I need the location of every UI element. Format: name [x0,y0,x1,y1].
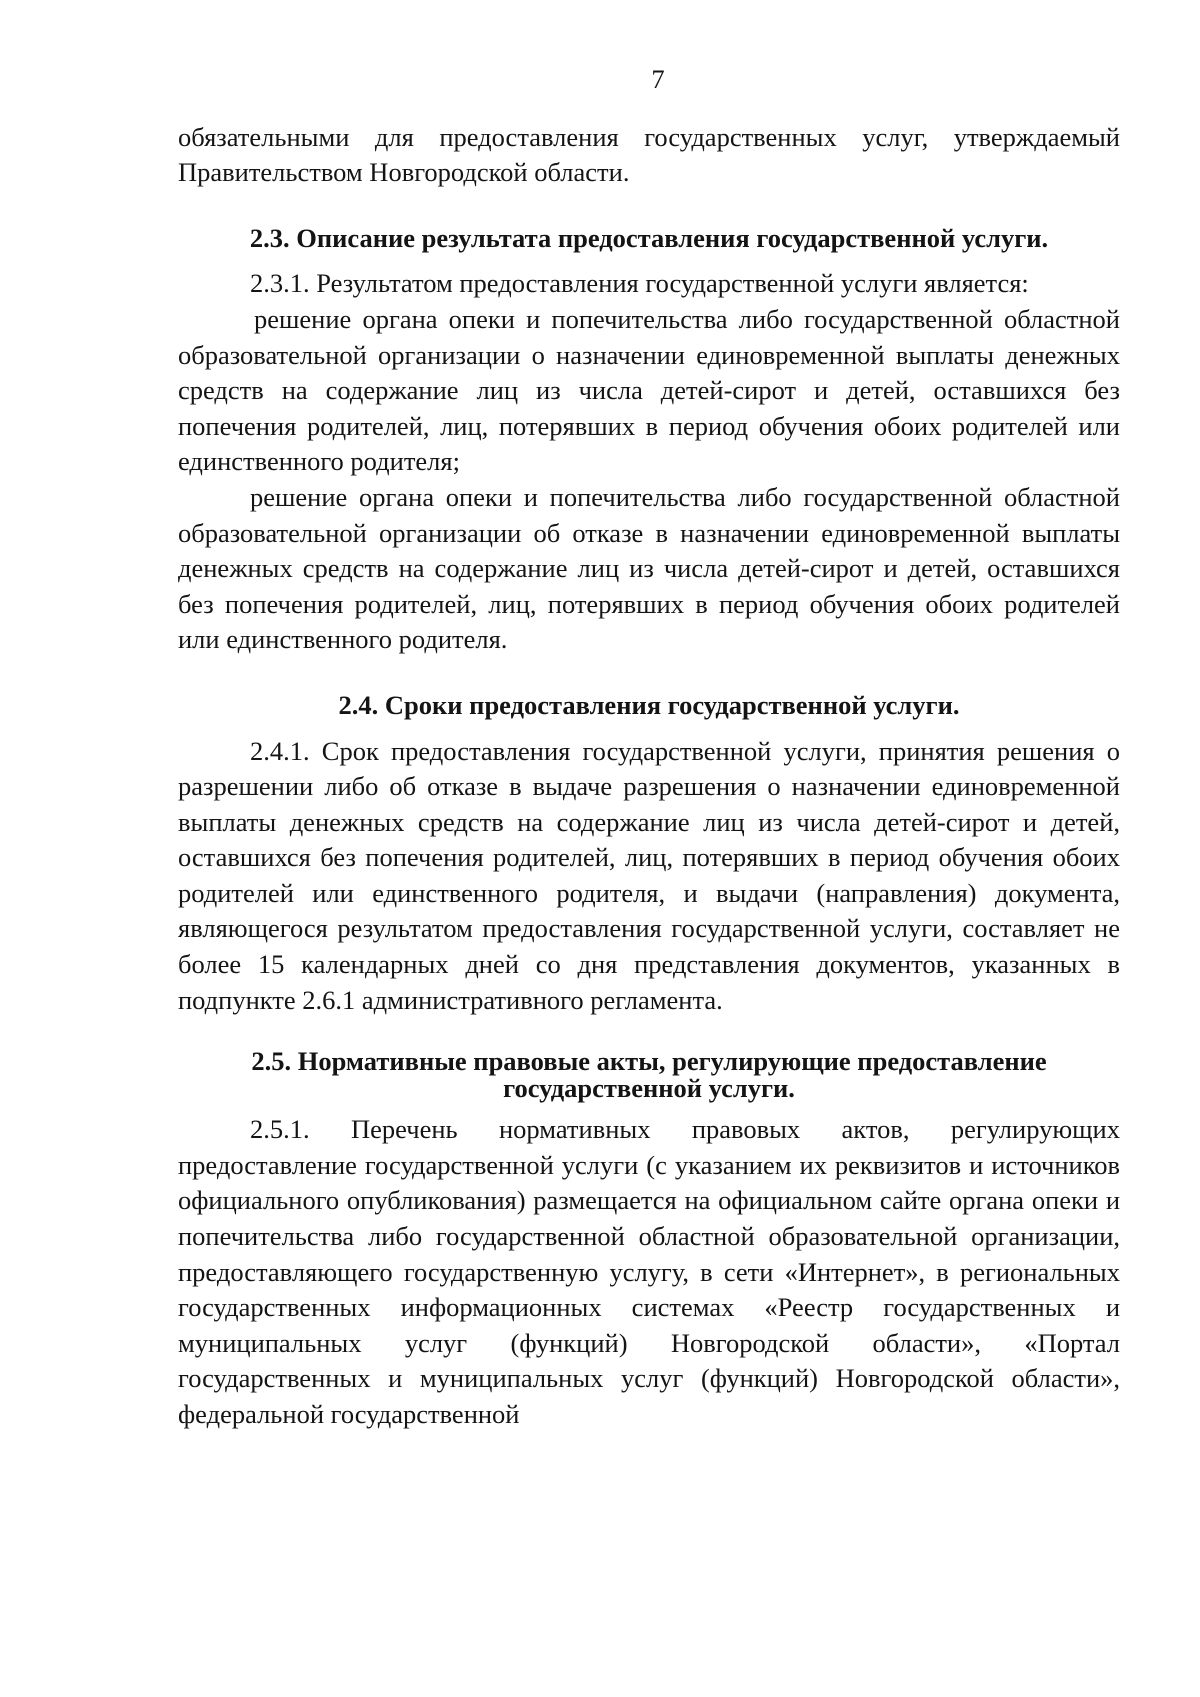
section-2-3-heading: 2.3. Описание результата предоставления государственной услуги. [249,222,1049,253]
section-2-4-paragraph-1: 2.4.1. Срок предоставления государственной услуги, принятия решения о разрешении либо об отказе в выдаче разрешения о назначении единовременной выплаты денежных средств на содержание лиц из числа детей-сирот и детей, оставшихся без попечения родителей, лиц, потерявших в период обучения обоих родителей или единственного родителя, и выдачи (направления) документа, являющегося результатом предоставления государственной услуги, составляет не более 15 календарных дней со дня представления документов, указанных в подпункте 2.6.1 административного регламента. [178,735,1120,1015]
page-number: 7 [651,64,665,94]
section-2-3-paragraph-3: решение органа опеки и попечительства либо государственной областной образовательной организации об отказе в назначении единовременной выплаты денежных средств на содержание лиц из числа детей-сирот и детей, оставшихся без попечения родителей, лиц, потерявших в период обучения обоих родителей или единственного родителя. [178,481,1120,655]
section-2-4-heading: 2.4. Сроки предоставления государственной услуги. [338,689,960,720]
section-2-5-heading-line-2: государственной услуги. [503,1073,795,1104]
intro-paragraph: обязательными для предоставления государственных услуг, утверждаемый Правительством Новгородской области. [178,121,1120,188]
section-2-5-paragraph-1: 2.5.1. Перечень нормативных правовых актов, регулирующих предоставление государственной услуги (с указанием их реквизитов и источников официального опубликования) размещается на официальном сайте органа опеки и попечительства либо государственной областной образовательной организации, предоставляющего государственную услугу, в сети «Интернет», в региональных государственных информационных системах «Реестр государственных и муниципальных услуг (функций) Новгородской области», «Портал государственных и муниципальных услуг (функций) Новгородской области», федеральной государственной [178,1114,1120,1429]
section-2-3-paragraph-1: 2.3.1. Результатом предоставления государственной услуги является: [250,268,1029,299]
section-2-3-paragraph-2: решение органа опеки и попечительства либо государственной областной образовательной организации о назначении единовременной выплаты денежных средств на содержание лиц из числа детей-сирот и детей, оставшихся без попечения родителей, лиц, потерявших в период обучения обоих родителей или единственного родителя; [178,303,1120,477]
section-2-5-heading-line-1: 2.5. Нормативные правовые акты, регулирующие предоставление [251,1046,1047,1077]
section-2-5-heading [178,1048,1120,1102]
